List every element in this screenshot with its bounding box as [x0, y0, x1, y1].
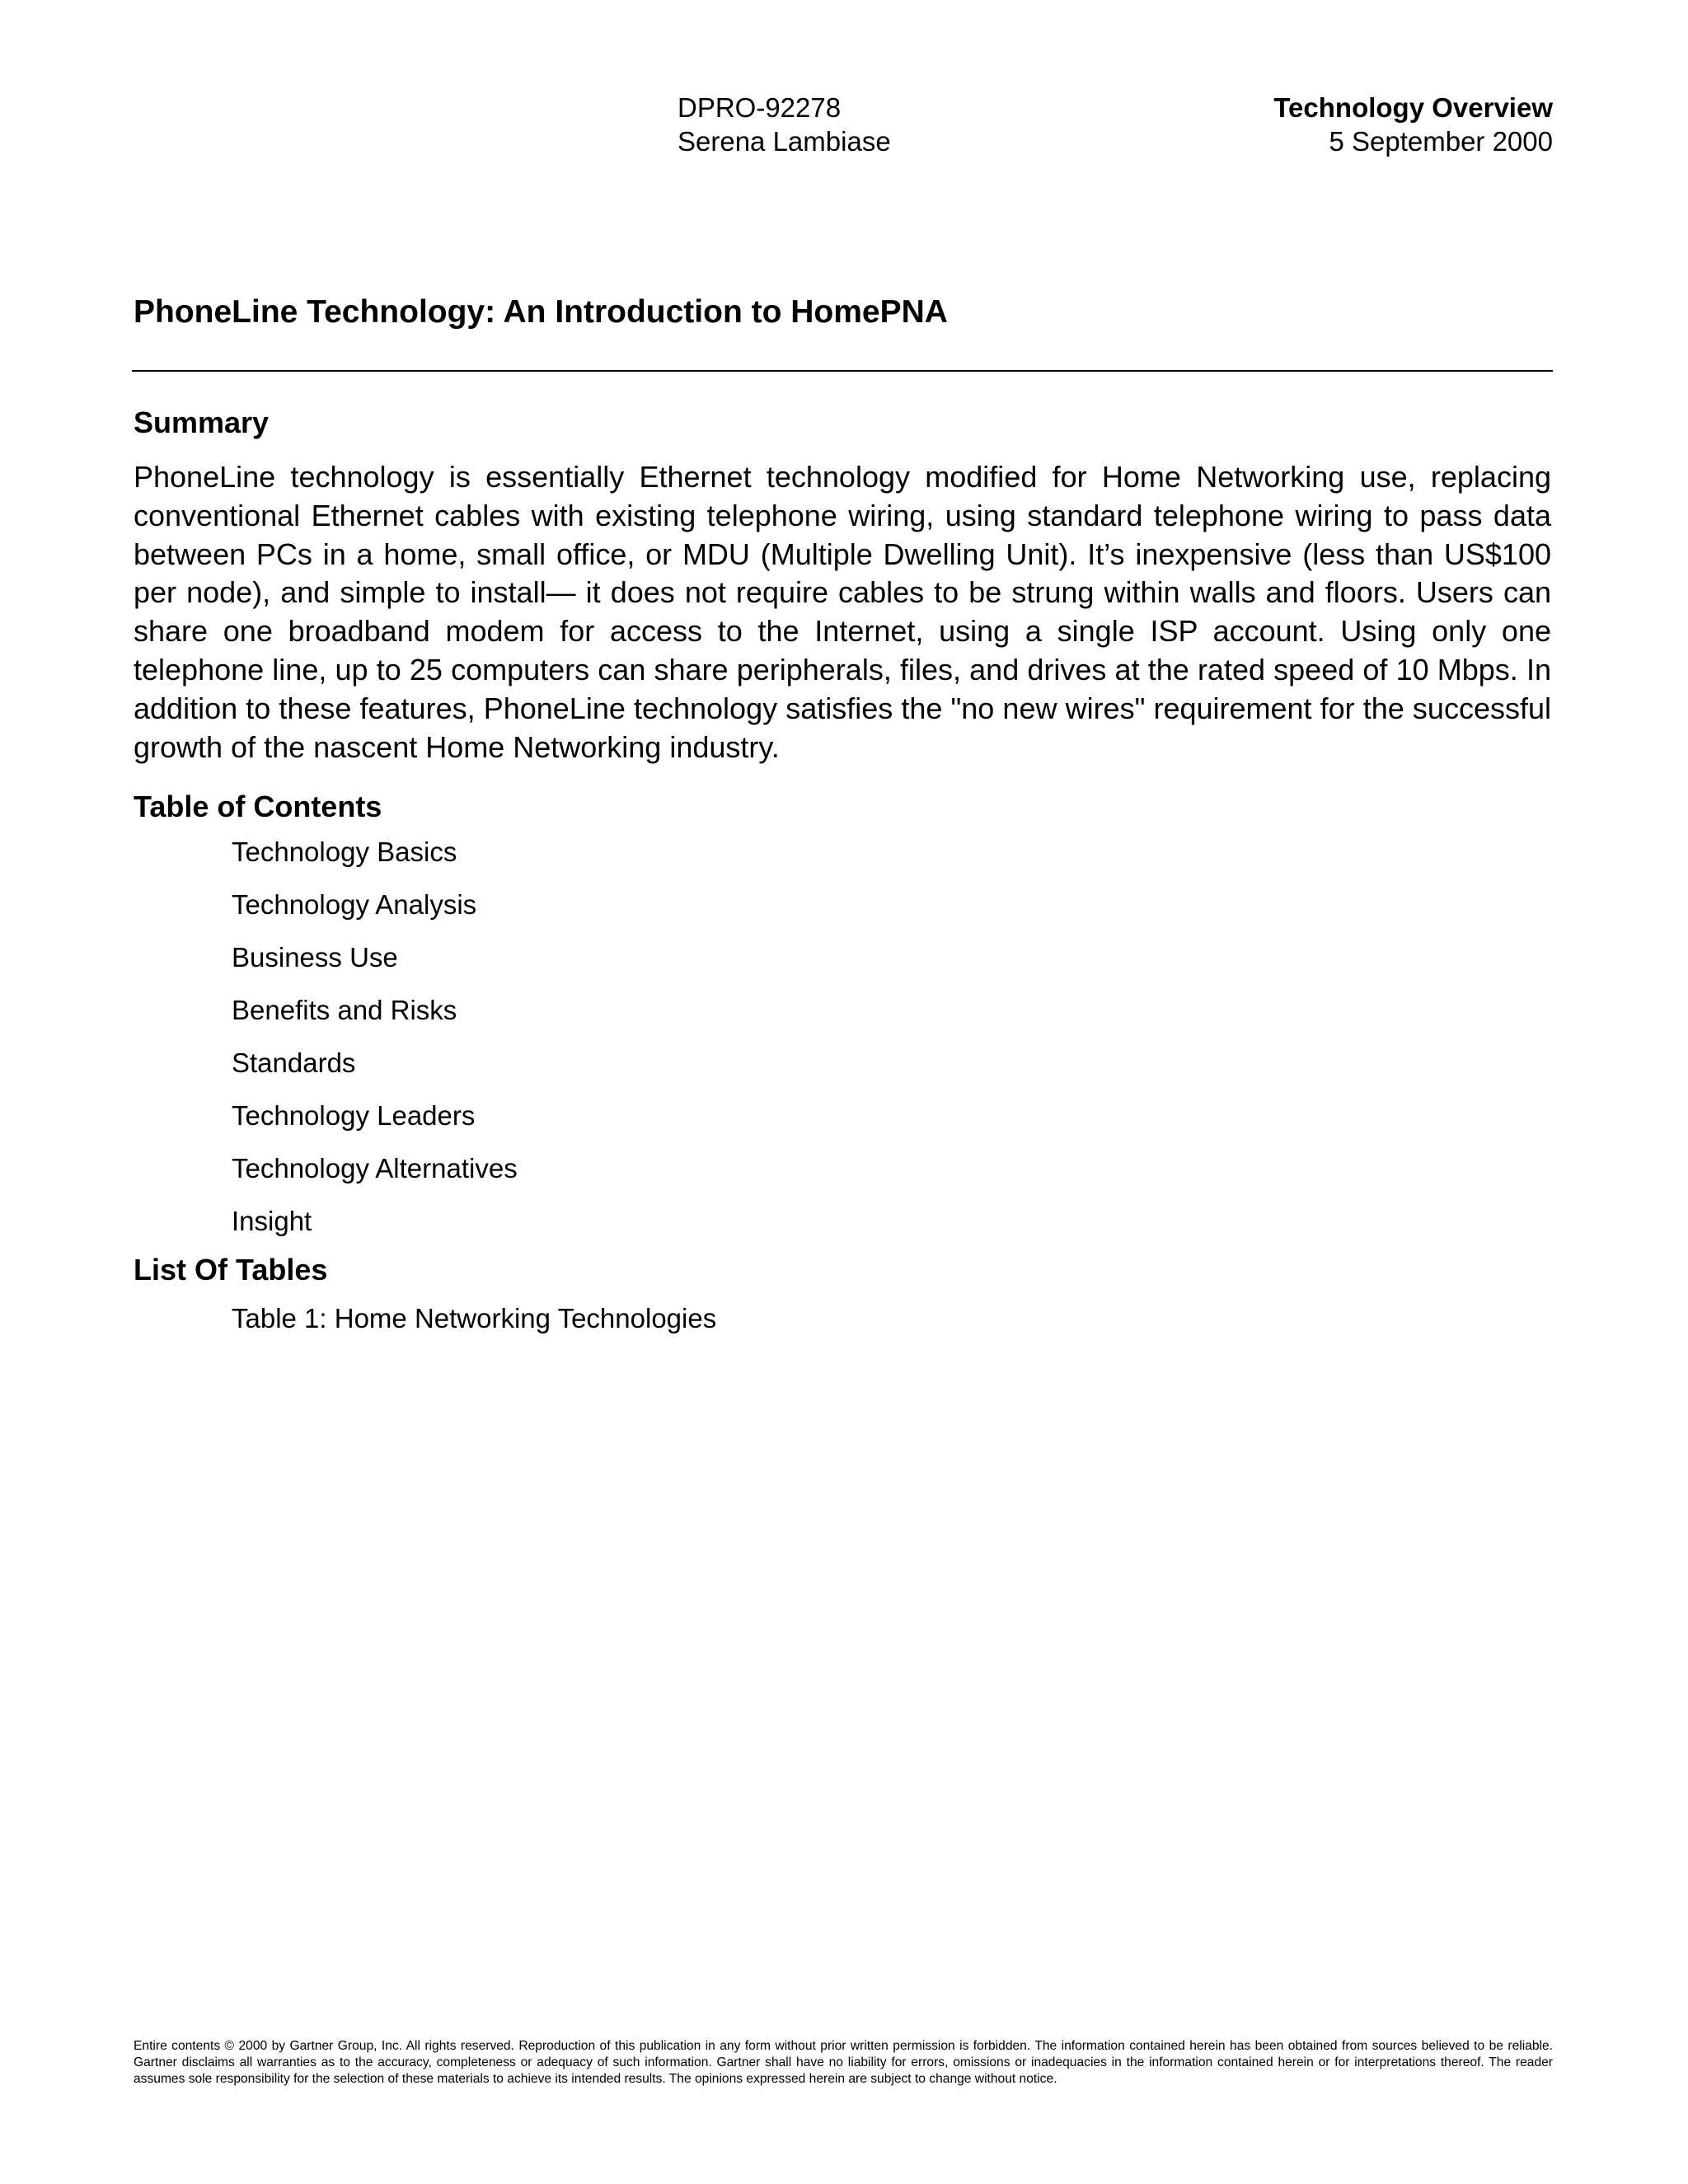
- toc-item[interactable]: Technology Analysis: [232, 889, 477, 921]
- toc-list: [134, 836, 1551, 1238]
- document-body: [134, 404, 1551, 1335]
- document-id: DPRO-92278: [678, 92, 842, 123]
- summary-paragraph: PhoneLine technology is essentially Ethernet technology modified for Home Networking use, replacing conventional Ethernet cables with existing telephone wiring, using standard telephone wiring to pass data between PCs in a home, small office, or MDU (Multiple Dwelling Unit). It’s inexpensive (less than US$100 per node), and simple to install— it does not require cables to be strung within walls and floors. Users can share one broadband modem for access to the Internet, using a single ISP account. Using only one telephone line, up to 25 computers can share peripherals, files, and drives at the rated speed of 10 Mbps. In addition to these features, PhoneLine technology satisfies the "no new wires" requirement for the successful growth of the nascent Home Networking industry.: [134, 460, 1551, 764]
- header-right: [1273, 91, 1553, 158]
- toc-item[interactable]: Business Use: [232, 942, 398, 973]
- toc-heading: Table of Contents: [134, 790, 382, 824]
- toc-item[interactable]: Technology Basics: [232, 837, 457, 868]
- toc-item[interactable]: Benefits and Risks: [232, 995, 457, 1026]
- toc-item[interactable]: Standards: [232, 1047, 356, 1079]
- document-title: PhoneLine Technology: An Introduction to HomePNA: [134, 294, 948, 330]
- header-left: [678, 91, 891, 158]
- list-of-tables-heading: List Of Tables: [134, 1253, 328, 1287]
- summary-heading: Summary: [134, 405, 270, 439]
- toc-item[interactable]: Technology Alternatives: [232, 1153, 518, 1184]
- copyright-footer: Entire contents © 2000 by Gartner Group, Inc. All rights reserved. Reproduction of this publication in any form without prior written permission is forbidden. The information contained herein has been obtained from sources believed to be reliable. Gartner disclaims all warranties as to the accuracy, completeness or adequacy of such information. Gartner shall have no liability for errors, omissions or inadequacies in the information contained herein or for interpretations thereof. The reader assumes sole responsibility for the selection of these materials to achieve its intended results. The opinions expressed herein are subject to change without notice.: [134, 2039, 1553, 2086]
- document-type: Technology Overview: [1273, 92, 1553, 123]
- toc-item[interactable]: Technology Leaders: [232, 1100, 476, 1132]
- title-divider: [132, 370, 1553, 372]
- author-name: Serena Lambiase: [678, 126, 891, 157]
- toc-item[interactable]: Insight: [232, 1206, 312, 1237]
- table-list-item[interactable]: Table 1: Home Networking Technologies: [232, 1303, 717, 1334]
- list-of-tables: [134, 1302, 1551, 1335]
- publication-date: 5 September 2000: [1329, 126, 1553, 157]
